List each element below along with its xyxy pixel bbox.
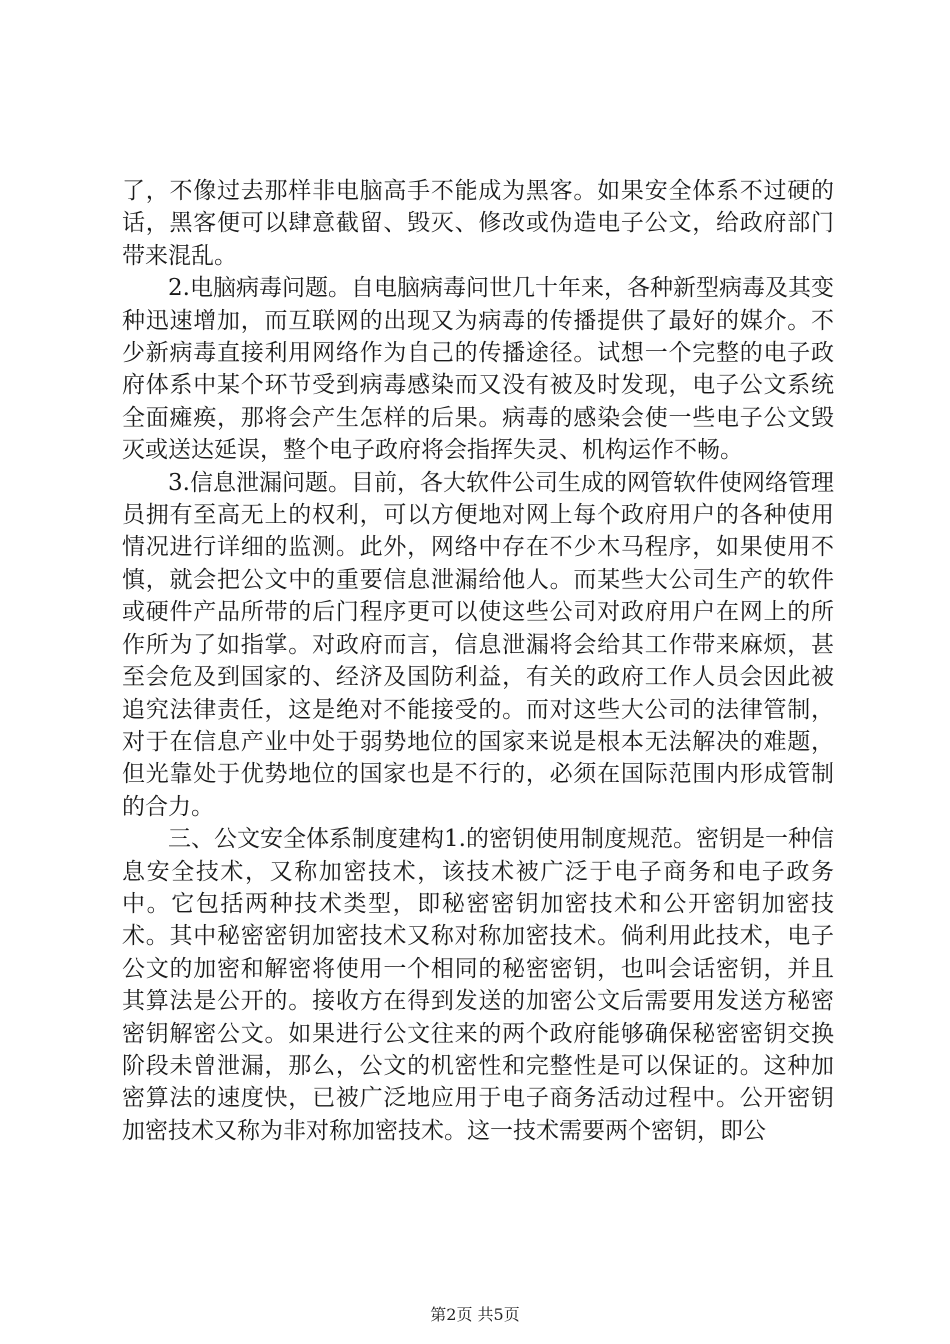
page-number-footer: 第2页 共5页 — [430, 1305, 520, 1324]
paragraph-security-system: 三、公文安全体系制度建构1.的密钥使用制度规范。密钥是一种信息安全技术，又称加密技术，该技术被广泛于电子商务和电子政务中。它包括两种技术类型，即秘密密钥加密技术和公开密钥加密技术。其中秘密密钥加密技术又称对称加密技术。倘利用此技术，电子公文的加密和解密将使用一个相同的秘密密钥，也叫会话密钥，并且其算法是公开的。接收方在得到发送的加密公文后需要用发送方秘密密钥解密公文。如果进行公文往来的两个政府能够确保秘密密钥交换阶段未曾泄漏，那么，公文的机密性和完整性是可以保证的。这种加密算法的速度快，已被广泛地应用于电子商务活动过程中。公开密钥加密技术又称为非对称加密技术。这一技术需要两个密钥，即公 — [122, 826, 834, 1144]
document-body — [122, 175, 834, 1147]
paragraph-virus-problem: 2.电脑病毒问题。自电脑病毒问世几十年来，各种新型病毒及其变种迅速增加，而互联网的出现又为病毒的传播提供了最好的媒介。不少新病毒直接利用网络作为自己的传播途径。试想一个完整的电子政府体系中某个环节受到病毒感染而又没有被及时发现，电子公文系统全面瘫痪，那将会产生怎样的后果。病毒的感染会使一些电子公文毁灭或送达延误，整个电子政府将会指挥失灵、机构运作不畅。 — [122, 275, 834, 464]
paragraph-intro-continuation: 了，不像过去那样非电脑高手不能成为黑客。如果安全体系不过硬的话，黑客便可以肆意截留、毁灭、修改或伪造电子公文，给政府部门带来混乱。 — [122, 178, 834, 269]
paragraph-information-leak: 3.信息泄漏问题。目前，各大软件公司生成的网管软件使网络管理员拥有至高无上的权利，可以方便地对网上每个政府用户的各种使用情况进行详细的监测。此外，网络中存在不少木马程序，如果使用不慎，就会把公文中的重要信息泄漏给他人。而某些大公司生产的软件或硬件产品所带的后门程序更可以使这些公司对政府用户在网上的所作所为了如指掌。对政府而言，信息泄漏将会给其工作带来麻烦，甚至会危及到国家的、经济及国防利益，有关的政府工作人员会因此被追究法律责任，这是绝对不能接受的。而对这些大公司的法律管制，对于在信息产业中处于弱势地位的国家来说是根本无法解决的难题，但光靠处于优势地位的国家也是不行的，必须在国际范围内形成管制的合力。 — [122, 469, 834, 820]
